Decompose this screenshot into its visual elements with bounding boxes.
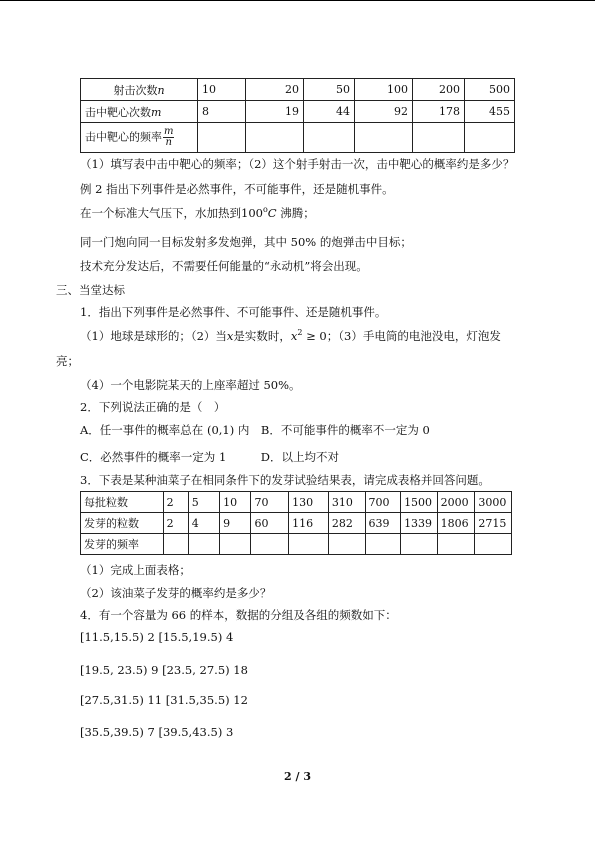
problem-line: 2．下列说法正确的是（ ） (80, 400, 226, 414)
table-cell: 50 (304, 79, 355, 101)
table-cell (198, 123, 246, 153)
table-cell: 70 (251, 492, 289, 513)
table-header-cell: 每批粒数 (81, 492, 164, 513)
table-cell (246, 123, 304, 153)
table-cell: 455 (465, 101, 515, 123)
table-cell: 200 (413, 79, 465, 101)
shooting-table (80, 78, 515, 153)
table-cell: 8 (198, 101, 246, 123)
table-cell: 4 (188, 513, 219, 534)
table-row (81, 492, 512, 513)
table-cell: 60 (251, 513, 289, 534)
table-cell: 2 (163, 513, 188, 534)
table-header-cell: 射击次数n (81, 79, 198, 101)
table-cell: 2715 (475, 513, 512, 534)
table-cell (328, 534, 365, 555)
table-cell: 500 (465, 79, 515, 101)
problem-line: （4）一个电影院某天的上座率超过 50%。 (80, 378, 301, 392)
group-line: [11.5,15.5) 2 [15.5,19.5) 4 (80, 630, 234, 644)
fraction: $\frac{m}{n}$ (164, 126, 174, 148)
table-cell (251, 534, 289, 555)
table-cell: 19 (246, 101, 304, 123)
table-cell (289, 534, 329, 555)
table-row (81, 534, 512, 555)
page-number: 2 / 3 (284, 770, 311, 783)
table-cell: 1806 (437, 513, 475, 534)
germination-table (80, 491, 512, 555)
header-rule (0, 0, 595, 1)
table-cell: 2000 (437, 492, 475, 513)
table-cell: 1500 (401, 492, 438, 513)
problem-line: 3．下表是某种油菜子在相同条件下的发芽试验结果表，请完成表格并回答问题。 (80, 473, 490, 487)
problem-line: （1）完成上面表格； (80, 563, 191, 577)
table-cell: 92 (355, 101, 413, 123)
table-header-cell: 发芽的粒数 (81, 513, 164, 534)
table-cell: 130 (289, 492, 329, 513)
table-cell: 2 (163, 492, 188, 513)
table-cell: 20 (246, 79, 304, 101)
table-cell: 44 (304, 101, 355, 123)
table-cell: 10 (220, 492, 251, 513)
table-header-cell: 发芽的频率 (81, 534, 164, 555)
problem-line: 4．有一个容量为 66 的样本，数据的分组及各组的频数如下： (80, 608, 397, 622)
question-line: （1）填写表中击中靶心的频率；（2）这个射手射击一次，击中靶心的概率约是多少？ (80, 157, 515, 171)
table-cell: 178 (413, 101, 465, 123)
table-cell (304, 123, 355, 153)
table-header-cell: 击中靶心次数m (81, 101, 198, 123)
table-cell: 282 (328, 513, 365, 534)
table-cell: 116 (289, 513, 329, 534)
table-row (81, 101, 515, 123)
problem-line: （1）地球是球形的；（2）当x是实数时，$x^2 \ge 0$；（3）手电筒的电池没电，灯泡发 (80, 328, 501, 343)
table-cell: 5 (188, 492, 219, 513)
table-cell (401, 534, 438, 555)
table-cell: 1339 (401, 513, 438, 534)
table-cell (355, 123, 413, 153)
problem-line: （2）该油菜子发芽的概率约是多少？ (80, 586, 272, 600)
table-cell (365, 534, 401, 555)
group-line: [19.5, 23.5) 9 [23.5, 27.5) 18 (80, 663, 248, 677)
table-cell: 100 (355, 79, 413, 101)
table-cell (163, 534, 188, 555)
table-cell: 9 (220, 513, 251, 534)
event-line: 技术充分发达后，不需要任何能量的“永动机”将会出现。 (80, 259, 368, 273)
table-cell (413, 123, 465, 153)
table-cell (188, 534, 219, 555)
choice-line: C．必然事件的概率一定为 1 D．以上均不对 (80, 450, 339, 464)
table-row (81, 79, 515, 101)
table-header-cell: 击中靶心的频率 $\frac{m}{n}$ (81, 123, 198, 153)
event-line: 在一个标准大气压下，水加热到100$^o$C 沸腾； (80, 205, 315, 220)
table-row (81, 513, 512, 534)
example-heading: 例 2 指出下列事件是必然事件，不可能事件，还是随机事件。 (80, 182, 394, 196)
table-row (81, 123, 515, 153)
group-line: [27.5,31.5) 11 [31.5,35.5) 12 (80, 693, 248, 707)
table-cell (465, 123, 515, 153)
table-cell: 700 (365, 492, 401, 513)
table-cell: 310 (328, 492, 365, 513)
table-cell: 3000 (475, 492, 512, 513)
table-cell: 639 (365, 513, 401, 534)
section-heading: 三、当堂达标 (56, 283, 125, 297)
problem-line: 1．指出下列事件是必然事件、不可能事件、还是随机事件。 (80, 305, 387, 319)
table-cell (437, 534, 475, 555)
group-line: [35.5,39.5) 7 [39.5,43.5) 3 (80, 725, 234, 739)
event-line: 同一门炮向同一目标发射多发炮弹，其中 50% 的炮弹击中目标； (80, 235, 412, 249)
table-cell (475, 534, 512, 555)
table-cell: 10 (198, 79, 246, 101)
table-cell (220, 534, 251, 555)
problem-line: 亮； (56, 354, 79, 368)
choice-line: A．任一事件的概率总在 (0,1) 内 B．不可能事件的概率不一定为 0 (80, 423, 430, 437)
